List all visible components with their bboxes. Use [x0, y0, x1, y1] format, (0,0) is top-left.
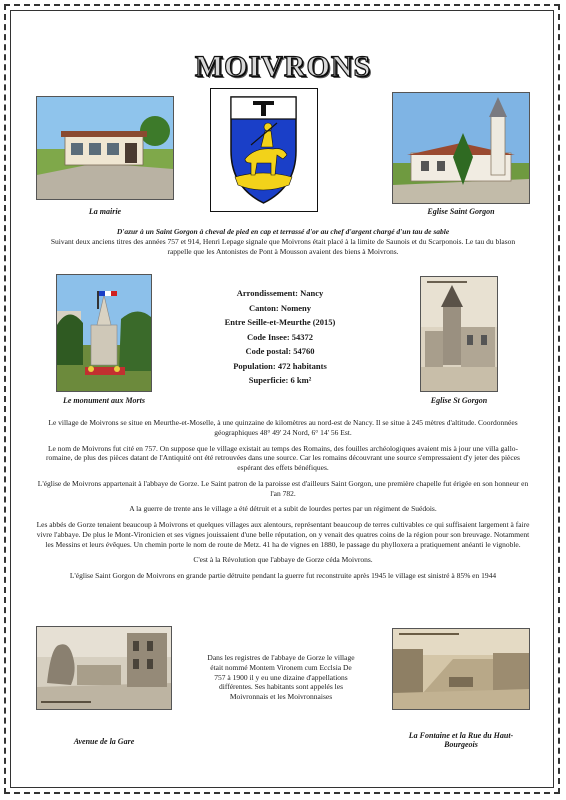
coat-of-arms-icon: [211, 89, 316, 210]
caption-monument: Le monument aux Morts: [62, 396, 145, 405]
caption-avenue-gare: Avenue de la Gare: [73, 737, 135, 746]
history-text: [36, 418, 530, 587]
caption-fontaine: La Fontaine et la Rue du Haut-Bourgeois: [408, 731, 514, 749]
paragraph-abbey: Les abbés de Gorze tenaient beaucoup à Moivrons et quelques villages aux alentours, représentant beaucoup de terres cultivables ce qui suffisaient largement à faire vivre l'abbaye. De plus le Mont-Vironicien et ses vignes jouissaient d'une belle réputation, on y venait des quatres coins de la région pour son breuvage. Notamment les Messins et leurs évêques. Un chemin porte le nom de route de Metz. 41 ha de vignes en 1880, le passage du phylloxera a pratiquement anéanti le vignoble.: [36, 520, 530, 549]
coat-of-arms-frame: [210, 88, 318, 212]
commune-info: [205, 288, 355, 390]
info-postal: Code postal: 54760: [245, 346, 315, 356]
info-intercommunalite: Entre Seille-et-Meurthe (2015): [224, 317, 336, 327]
info-arrondissement: Arrondissement: Nancy: [236, 288, 324, 298]
info-superficie: Superficie: 6 km²: [248, 375, 312, 385]
photo-monument: [56, 274, 152, 392]
photo-eglise: [392, 92, 530, 204]
info-population: Population: 472 habitants: [233, 360, 327, 371]
paragraph-reconstruction: L'église Saint Gorgon de Moivrons en grande partie détruite pendant la guerre fut reconstruite après 1945 le village est sinistré à 85% en 1944: [69, 571, 497, 580]
intro-text: Suivant deux anciens titres des années 757 et 914, Henri Lepage signale que Moivrons était placé à la limite de Saunois et du Scarponois. Le tau du blason rappelle que les Antonistes de Pont à Mousson avaient des biens à Moivrons.: [50, 237, 516, 256]
photo-mairie: [36, 96, 174, 200]
caption-eglise: Eglise Saint Gorgon: [427, 207, 495, 216]
caption-mairie: La mairie: [88, 207, 122, 216]
info-insee: Code Insee: 54372: [246, 331, 314, 342]
paragraph-origins: Le nom de Moivrons fut cité en 757. On suppose que le village existait au temps des Romains, des fouilles archéologiques avaient mis à jour une villa gallo-romaine, de plus des pièces datant de l'Antiquité ont été retrouvées dans une source. Car les romains découvrant une source s'empressaient d'y jeter des pièces espérant des effets bénéfiques.: [46, 443, 520, 472]
paragraph-church: L'église de Moivrons appartenait à l'abbaye de Gorze. Le Saint patron de la paroisse est d'ailleurs Saint Gorgon, une première chapelle fut érigée en son honneur en l'an 782.: [37, 478, 529, 498]
photo-avenue-gare: [36, 626, 172, 710]
paragraph-war: A la guerre de trente ans le village a été détruit et a subit de lourdes pertes par un régiment de Suédois.: [129, 504, 437, 514]
photo-eglise-ancienne: [420, 276, 498, 392]
photo-fontaine: [392, 628, 530, 710]
info-canton: Canton: Nomeny: [248, 302, 312, 313]
names-text: Dans les registres de l'abbaye de Gorze le village était nommé Montem Vironem cum Ecclsia De 757 à 1900 il y eu une dizaine d'appellations différentes. Ses habitants sont appelés les Moivronnais et les Moivronnaises: [207, 653, 355, 701]
paragraph-revolution: C'est à la Révolution que l'abbaye de Gorze céda Moivrons.: [193, 555, 373, 565]
caption-eglise-ancienne: Eglise St Gorgon: [430, 396, 488, 405]
blazon-text: D'azur à un Saint Gorgon à cheval de pied en cap et terrassé d'or au chef d'argent chargé d'un tau de sable: [116, 227, 450, 236]
page-title: MOIVRONS: [194, 50, 372, 83]
paragraph-location: Le village de Moivrons se situe en Meurthe-et-Moselle, à une quinzaine de kilomètres au nord-est de Nancy. Il se situe à 245 mètres d'altitude. Coordonnées géographiques 48° 49' 24 Nord, 6° 14' 56 Est.: [48, 418, 518, 437]
